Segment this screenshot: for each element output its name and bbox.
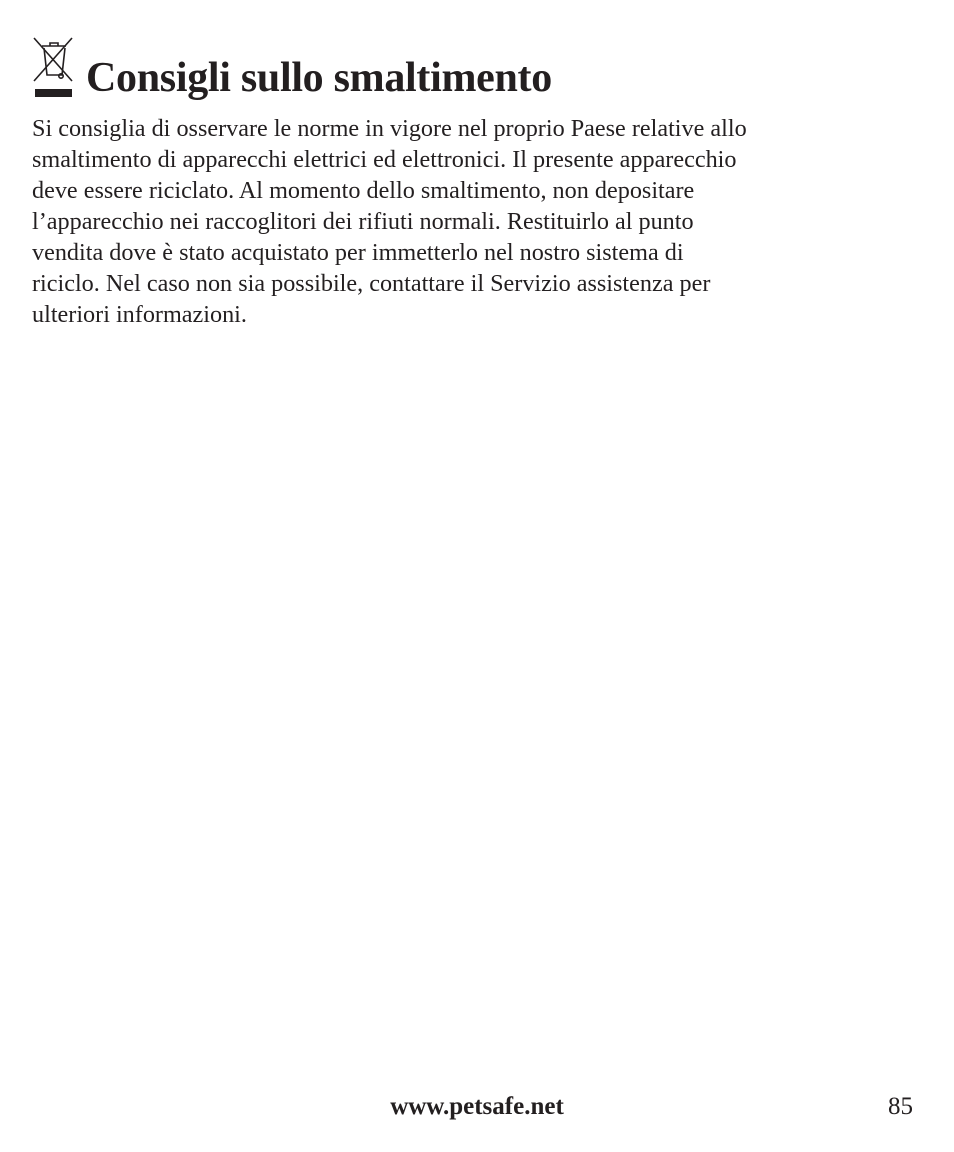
crossed-out-wheelie-bin-icon <box>32 36 76 102</box>
body-paragraph: Si consiglia di osservare le norme in vigore nel proprio Paese relative allo smaltimento di apparecchi elettrici ed elettronici. Il presente apparecchio deve essere riciclato. Al momento dello smaltimento, non depositare l’apparecchio nei raccoglitori dei rifiuti normali. Restituirlo al punto vendita dove è stato acquistato per immetterlo nel nostro sistema di riciclo. Nel caso non sia possibile, contattare il Servizio assistenza per ulteriori informazioni. <box>32 115 747 328</box>
footer-url: www.petsafe.net <box>390 1093 564 1120</box>
page-title: Consigli sullo smaltimento <box>86 55 552 101</box>
page-number: 85 <box>888 1093 913 1120</box>
section-heading <box>32 30 552 102</box>
